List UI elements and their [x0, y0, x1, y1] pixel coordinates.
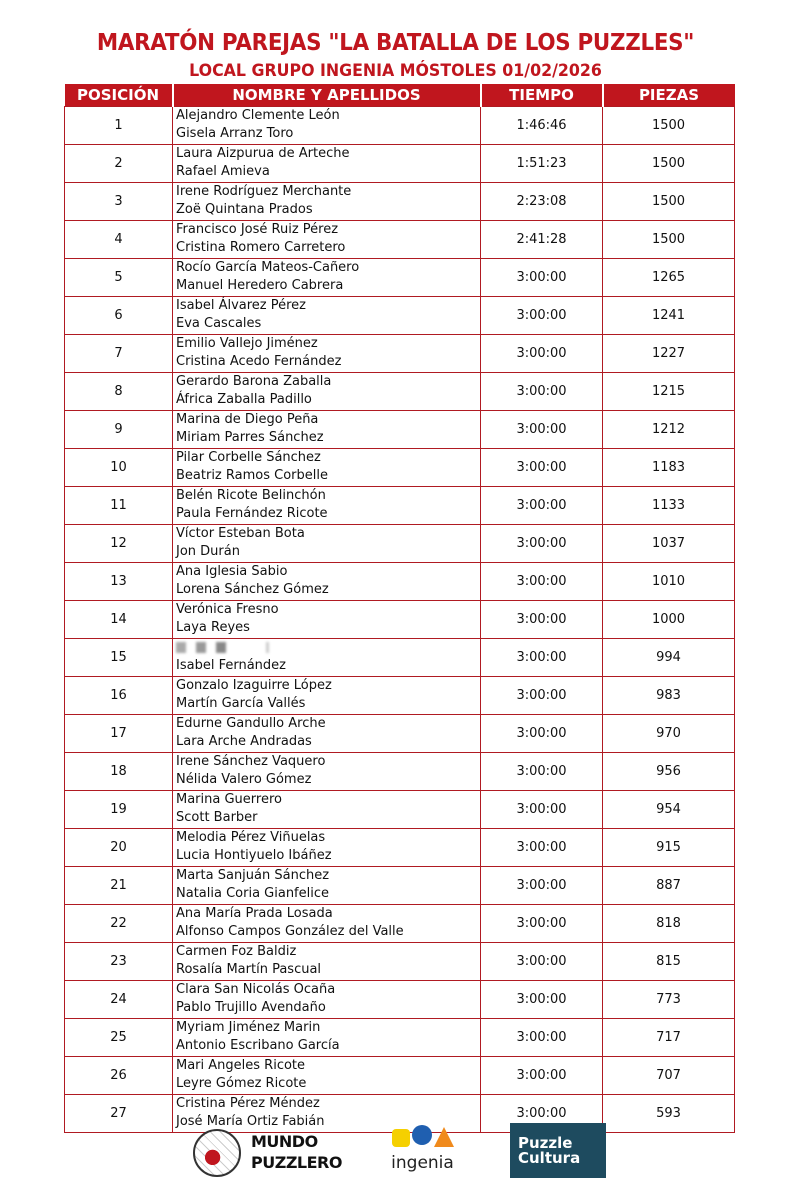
mundo-puzzlero-logo: [193, 1125, 343, 1180]
participant-2: Natalia Coria Gianfelice: [176, 886, 329, 901]
document-title: MARATÓN PAREJAS "LA BATALLA DE LOS PUZZLES": [96, 30, 695, 56]
participant-2: Jon Durán: [176, 544, 240, 559]
participant-1: Francisco José Ruiz Pérez: [176, 221, 339, 237]
document-subtitle: LOCAL GRUPO INGENIA MÓSTOLES 01/02/2026: [189, 61, 602, 81]
names-cell: [173, 486, 481, 524]
position-cell: 14: [65, 600, 173, 638]
names-cell: [173, 828, 481, 866]
time-cell: 2:41:28: [481, 220, 603, 258]
pieces-cell: 887: [603, 866, 735, 904]
position-cell: 27: [65, 1094, 173, 1132]
names-cell: [173, 106, 481, 144]
position-cell: 12: [65, 524, 173, 562]
position-cell: 7: [65, 334, 173, 372]
participant-1: Clara San Nicolás Ocaña: [176, 981, 336, 997]
position-cell: 20: [65, 828, 173, 866]
participant-2: Leyre Gómez Ricote: [176, 1076, 307, 1091]
participant-1: Carmen Foz Baldiz: [176, 943, 297, 959]
participant-2: Martín García Vallés: [176, 696, 306, 711]
position-cell: 2: [65, 144, 173, 182]
names-cell: [173, 448, 481, 486]
time-cell: 1:51:23: [481, 144, 603, 182]
participant-1: Emilio Vallejo Jiménez: [176, 335, 318, 351]
participant-2: Zoë Quintana Prados: [176, 202, 313, 217]
names-cell: [173, 942, 481, 980]
position-cell: 18: [65, 752, 173, 790]
table-row: [65, 334, 735, 372]
header-name: NOMBRE Y APELLIDOS: [173, 84, 481, 106]
ingenia-faces-icon: [390, 1125, 455, 1149]
time-cell: 3:00:00: [481, 1094, 603, 1132]
participant-1: Belén Ricote Belinchón: [176, 487, 326, 503]
table-row: [65, 448, 735, 486]
participant-1: Rocío García Mateos-Cañero: [176, 259, 360, 275]
table-row: [65, 600, 735, 638]
position-cell: 15: [65, 638, 173, 676]
table-row: [65, 1056, 735, 1094]
position-cell: 11: [65, 486, 173, 524]
time-cell: 3:00:00: [481, 258, 603, 296]
names-cell: [173, 1056, 481, 1094]
names-cell: [173, 600, 481, 638]
pieces-cell: 1500: [603, 182, 735, 220]
position-cell: 16: [65, 676, 173, 714]
logo-text: ingenia: [391, 1153, 454, 1173]
logo-text: PUZZLERO: [251, 1153, 342, 1172]
table-row: [65, 562, 735, 600]
time-cell: 3:00:00: [481, 448, 603, 486]
names-cell: [173, 220, 481, 258]
participant-2: Lorena Sánchez Gómez: [176, 582, 329, 597]
participant-1: Alejandro Clemente León: [176, 107, 340, 123]
position-cell: 5: [65, 258, 173, 296]
time-cell: 3:00:00: [481, 752, 603, 790]
table-row: [65, 106, 735, 144]
participant-1: Irene Rodríguez Merchante: [176, 183, 352, 199]
participant-1: Laura Aizpurua de Arteche: [176, 145, 350, 161]
time-cell: 3:00:00: [481, 334, 603, 372]
pieces-cell: 1133: [603, 486, 735, 524]
time-cell: 1:46:46: [481, 106, 603, 144]
time-cell: 3:00:00: [481, 904, 603, 942]
time-cell: 3:00:00: [481, 790, 603, 828]
names-cell: [173, 524, 481, 562]
position-cell: 22: [65, 904, 173, 942]
table-row: [65, 942, 735, 980]
participant-1: Myriam Jiménez Marin: [176, 1019, 321, 1035]
names-cell: [173, 752, 481, 790]
participant-2: Rafael Amieva: [176, 164, 270, 179]
position-cell: 21: [65, 866, 173, 904]
pieces-cell: 1212: [603, 410, 735, 448]
names-cell: [173, 676, 481, 714]
pieces-cell: 1227: [603, 334, 735, 372]
pieces-cell: 970: [603, 714, 735, 752]
position-cell: 13: [65, 562, 173, 600]
table-row: [65, 220, 735, 258]
position-cell: 19: [65, 790, 173, 828]
participant-2: Manuel Heredero Cabrera: [176, 278, 344, 293]
participant-2: Antonio Escribano García: [176, 1038, 340, 1053]
participant-2: Beatriz Ramos Corbelle: [176, 468, 328, 483]
time-cell: 3:00:00: [481, 600, 603, 638]
time-cell: 3:00:00: [481, 562, 603, 600]
names-cell: [173, 296, 481, 334]
names-cell: [173, 562, 481, 600]
participant-1: Verónica Fresno: [176, 601, 279, 617]
participant-1: Víctor Esteban Bota: [176, 525, 305, 541]
pieces-cell: 717: [603, 1018, 735, 1056]
time-cell: 2:23:08: [481, 182, 603, 220]
participant-1: Ana María Prada Losada: [176, 905, 333, 921]
pieces-cell: 1500: [603, 144, 735, 182]
time-cell: 3:00:00: [481, 828, 603, 866]
table-row: [65, 676, 735, 714]
table-row: [65, 296, 735, 334]
participant-2: Rosalía Martín Pascual: [176, 962, 322, 977]
names-cell: [173, 410, 481, 448]
participant-2: Laya Reyes: [176, 620, 250, 635]
participant-2: Pablo Trujillo Avendaño: [176, 1000, 326, 1015]
pieces-cell: 707: [603, 1056, 735, 1094]
participant-1: Ana Iglesia Sabio: [176, 563, 288, 579]
pieces-cell: 1037: [603, 524, 735, 562]
time-cell: 3:00:00: [481, 980, 603, 1018]
participant-1: Cristina Pérez Méndez: [176, 1095, 320, 1111]
participant-2: Alfonso Campos González del Valle: [176, 924, 404, 939]
time-cell: 3:00:00: [481, 1056, 603, 1094]
position-cell: 26: [65, 1056, 173, 1094]
position-cell: 17: [65, 714, 173, 752]
participant-2: José María Ortiz Fabián: [176, 1114, 325, 1129]
logo-text: Cultura: [518, 1149, 581, 1167]
header-position: POSICIÓN: [65, 84, 173, 106]
time-cell: 3:00:00: [481, 372, 603, 410]
position-cell: 8: [65, 372, 173, 410]
participant-2: Cristina Acedo Fernández: [176, 354, 342, 369]
pieces-cell: 773: [603, 980, 735, 1018]
participant-2: Paula Fernández Ricote: [176, 506, 328, 521]
participant-2: Lucia Hontiyuelo Ibáñez: [176, 848, 332, 863]
participant-2: Scott Barber: [176, 810, 258, 825]
puzzle-cultura-logo: [510, 1123, 606, 1178]
time-cell: 3:00:00: [481, 638, 603, 676]
pieces-cell: 956: [603, 752, 735, 790]
position-cell: 24: [65, 980, 173, 1018]
participant-1: Isabel Álvarez Pérez: [176, 297, 306, 313]
time-cell: 3:00:00: [481, 676, 603, 714]
position-cell: 10: [65, 448, 173, 486]
time-cell: 3:00:00: [481, 866, 603, 904]
names-cell: [173, 790, 481, 828]
names-cell: [173, 144, 481, 182]
table-header: [65, 84, 735, 106]
names-cell: [173, 904, 481, 942]
results-table: [64, 84, 735, 1133]
position-cell: 4: [65, 220, 173, 258]
redacted-name: [176, 639, 480, 658]
table-row: [65, 904, 735, 942]
time-cell: 3:00:00: [481, 1018, 603, 1056]
participant-1: Gerardo Barona Zaballa: [176, 373, 332, 389]
participant-2: Isabel Fernández: [176, 658, 286, 673]
participant-1: Mari Angeles Ricote: [176, 1057, 306, 1073]
participant-2: Miriam Parres Sánchez: [176, 430, 324, 445]
time-cell: 3:00:00: [481, 942, 603, 980]
time-cell: 3:00:00: [481, 410, 603, 448]
pieces-cell: 1241: [603, 296, 735, 334]
names-cell: [173, 334, 481, 372]
pieces-cell: 915: [603, 828, 735, 866]
participant-2: Lara Arche Andradas: [176, 734, 312, 749]
header-pieces: PIEZAS: [603, 84, 735, 106]
participant-1: Gonzalo Izaguirre López: [176, 677, 332, 693]
sponsor-logos: [0, 1125, 791, 1185]
table-row: [65, 144, 735, 182]
names-cell: [173, 638, 481, 676]
table-row: [65, 372, 735, 410]
time-cell: 3:00:00: [481, 524, 603, 562]
pieces-cell: 983: [603, 676, 735, 714]
participant-1: Marina de Diego Peña: [176, 411, 319, 427]
position-cell: 23: [65, 942, 173, 980]
table-row: [65, 182, 735, 220]
table-row: [65, 638, 735, 676]
table-row: [65, 790, 735, 828]
header-time: TIEMPO: [481, 84, 603, 106]
pieces-cell: 593: [603, 1094, 735, 1132]
names-cell: [173, 980, 481, 1018]
table-row: [65, 524, 735, 562]
table-row: [65, 714, 735, 752]
participant-2: África Zaballa Padillo: [176, 392, 312, 407]
pieces-cell: 818: [603, 904, 735, 942]
table-row: [65, 258, 735, 296]
names-cell: [173, 714, 481, 752]
logo-text: Puzzle: [518, 1134, 573, 1152]
participant-2: Cristina Romero Carretero: [176, 240, 346, 255]
position-cell: 6: [65, 296, 173, 334]
table-row: [65, 410, 735, 448]
table-row: [65, 486, 735, 524]
participant-1: Melodia Pérez Viñuelas: [176, 829, 326, 845]
time-cell: 3:00:00: [481, 714, 603, 752]
names-cell: [173, 866, 481, 904]
pieces-cell: 1500: [603, 220, 735, 258]
names-cell: [173, 1018, 481, 1056]
participant-1: Pilar Corbelle Sánchez: [176, 449, 321, 465]
table-row: [65, 828, 735, 866]
puzzle-globe-icon: [193, 1129, 241, 1177]
pieces-cell: 1500: [603, 106, 735, 144]
position-cell: 9: [65, 410, 173, 448]
logo-text: MUNDO: [251, 1132, 318, 1151]
position-cell: 25: [65, 1018, 173, 1056]
pieces-cell: 994: [603, 638, 735, 676]
table-row: [65, 980, 735, 1018]
participant-1: Marina Guerrero: [176, 791, 282, 807]
participant-1: Irene Sánchez Vaquero: [176, 753, 326, 769]
time-cell: 3:00:00: [481, 486, 603, 524]
participant-1: Edurne Gandullo Arche: [176, 715, 326, 731]
table-row: [65, 752, 735, 790]
participant-2: Nélida Valero Gómez: [176, 772, 312, 787]
participant-2: Eva Cascales: [176, 316, 262, 331]
pieces-cell: 1010: [603, 562, 735, 600]
names-cell: [173, 372, 481, 410]
pieces-cell: 1215: [603, 372, 735, 410]
names-cell: [173, 182, 481, 220]
ingenia-logo: [390, 1125, 455, 1180]
names-cell: [173, 258, 481, 296]
participant-1: Marta Sanjuán Sánchez: [176, 867, 330, 883]
table-row: [65, 1018, 735, 1056]
table-row: [65, 866, 735, 904]
position-cell: 1: [65, 106, 173, 144]
pieces-cell: 1265: [603, 258, 735, 296]
pieces-cell: 954: [603, 790, 735, 828]
pieces-cell: 1000: [603, 600, 735, 638]
pieces-cell: 1183: [603, 448, 735, 486]
participant-2: Gisela Arranz Toro: [176, 126, 294, 141]
position-cell: 3: [65, 182, 173, 220]
time-cell: 3:00:00: [481, 296, 603, 334]
pieces-cell: 815: [603, 942, 735, 980]
